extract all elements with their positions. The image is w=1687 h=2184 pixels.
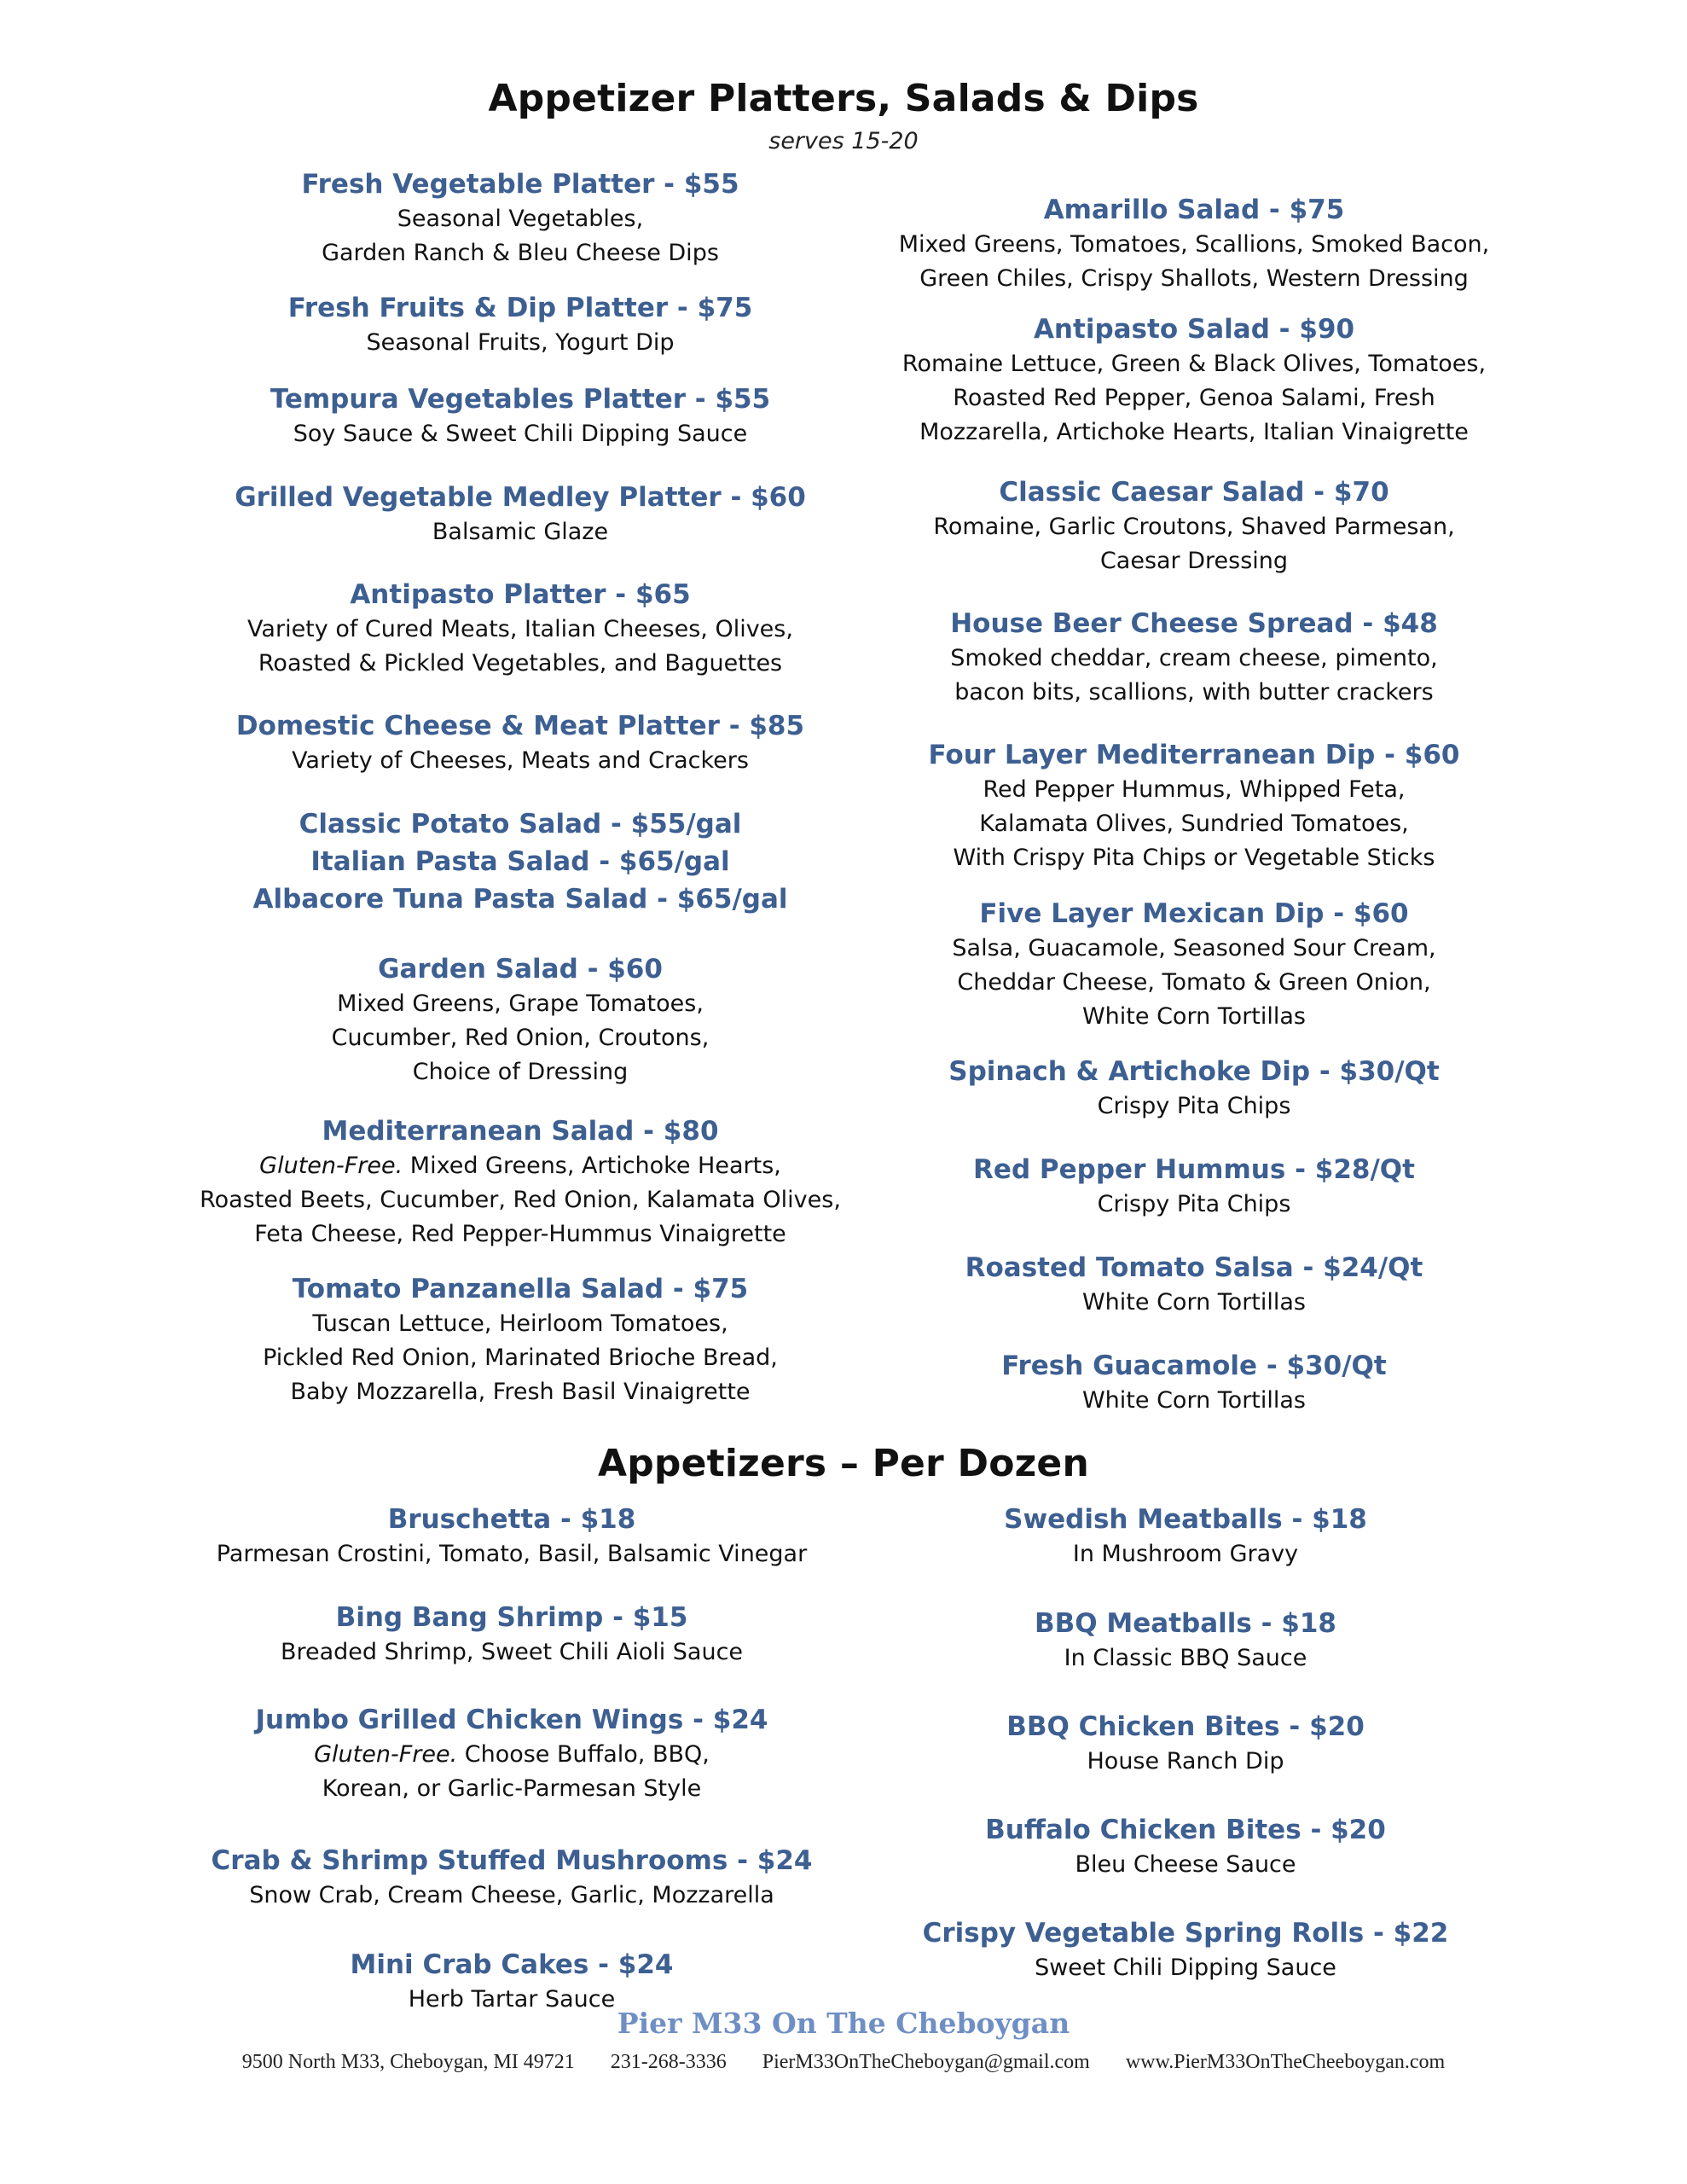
menu-item-description: Choice of Dressing [412, 1059, 629, 1085]
menu-item-name: BBQ Meatballs - $18 [1035, 1608, 1336, 1639]
menu-item-name: Amarillo Salad - $75 [1043, 195, 1345, 225]
menu-item-description: Seasonal Vegetables, [397, 206, 644, 232]
email-link[interactable]: PierM33OnTheCheboygan@gmail.com [762, 2051, 1090, 2073]
menu-item-description: White Corn Tortillas [1081, 1387, 1306, 1414]
menu-item-description: Cucumber, Red Onion, Croutons, [331, 1025, 710, 1051]
menu-item-description: Caesar Dressing [1099, 548, 1289, 574]
menu-item-name: Fresh Fruits & Dip Platter - $75 [287, 293, 753, 323]
website-link[interactable]: www.PierM33OnTheCheeboygan.com [1125, 2051, 1446, 2073]
menu-item-name: Fresh Guacamole - $30/Qt [1001, 1350, 1387, 1381]
menu-item-description: Tuscan Lettuce, Heirloom Tomatoes, [312, 1310, 728, 1337]
menu-item-name: House Beer Cheese Spread - $48 [950, 608, 1438, 639]
menu-item [171, 1502, 853, 1571]
menu-item-name: Tomato Panzanella Salad - $75 [292, 1274, 749, 1304]
menu-item-name: BBQ Chicken Bites - $20 [1006, 1711, 1365, 1742]
menu-item-name: Bing Bang Shrimp - $15 [335, 1602, 688, 1633]
menu-item-description: White Corn Tortillas [1081, 1003, 1306, 1030]
menu-item [171, 1600, 853, 1670]
per-dozen-left-column [171, 0, 853, 2048]
menu-item-description: Kalamata Olives, Sundried Tomatoes, [979, 810, 1409, 837]
menu-item-name: Mediterranean Salad - $80 [322, 1116, 719, 1147]
description-text: Choose Buffalo, BBQ, [457, 1741, 710, 1768]
menu-item-description: Cheddar Cheese, Tomato & Green Onion, [957, 969, 1431, 996]
menu-item-name: Crab & Shrimp Stuffed Mushrooms - $24 [211, 1845, 813, 1876]
menu-item-description: Herb Tartar Sauce [408, 1986, 616, 2013]
menu-item-name: Tempura Vegetables Platter - $55 [270, 384, 771, 415]
menu-item-description: Romaine Lettuce, Green & Black Olives, Tomatoes, [901, 351, 1487, 377]
phone: 231-268-3336 [610, 2051, 727, 2073]
menu-item-description: Feta Cheese, Red Pepper-Hummus Vinaigrette [254, 1221, 786, 1247]
menu-item-description: Red Pepper Hummus, Whipped Feta, [983, 776, 1406, 803]
menu-item [844, 1709, 1527, 1779]
menu-item-name: Spinach & Artichoke Dip - $30/Qt [948, 1056, 1440, 1087]
menu-item-description: House Ranch Dip [1087, 1748, 1284, 1774]
menu-item-description: Roasted Red Pepper, Genoa Salami, Fresh [953, 385, 1435, 411]
menu-item-description: Roasted Beets, Cucumber, Red Onion, Kalamata Olives, [200, 1187, 841, 1213]
menu-item-name: Five Layer Mexican Dip - $60 [979, 898, 1409, 929]
menu-item-name: Crispy Vegetable Spring Rolls - $22 [922, 1918, 1449, 1949]
menu-item-name: Buffalo Chicken Bites - $20 [985, 1815, 1386, 1845]
menu-item-description: Balsamic Glaze [432, 519, 609, 545]
menu-item-description: White Corn Tortillas [1081, 1289, 1306, 1316]
menu-item-name: Garden Salad - $60 [378, 954, 663, 985]
menu-item-name: Swedish Meatballs - $18 [1004, 1504, 1367, 1535]
menu-item-description: Crispy Pita Chips [1097, 1093, 1291, 1119]
menu-item-name: Bruschetta - $18 [387, 1504, 636, 1535]
menu-item-description: Soy Sauce & Sweet Chili Dipping Sauce [293, 421, 748, 447]
menu-item-description: Romaine, Garlic Croutons, Shaved Parmesan, [933, 514, 1455, 540]
menu-item-name: Grilled Vegetable Medley Platter - $60 [235, 482, 806, 513]
menu-item-name: Albacore Tuna Pasta Salad - $65/gal [252, 884, 788, 915]
menu-item-description: Green Chiles, Crispy Shallots, Western Dressing [919, 265, 1469, 292]
menu-item-description: Baby Mozzarella, Fresh Basil Vinaigrette [290, 1379, 751, 1405]
menu-item [844, 1502, 1527, 1571]
contact-info [0, 2051, 1687, 2074]
menu-item-description: Pickled Red Onion, Marinated Brioche Bread, [263, 1345, 778, 1371]
menu-item-name: Domestic Cheese & Meat Platter - $85 [235, 711, 805, 741]
menu-item-description: bacon bits, scallions, with butter crackers [954, 679, 1434, 706]
menu-item-name: Mini Crab Cakes - $24 [350, 1949, 674, 1980]
menu-item-description: In Classic BBQ Sauce [1064, 1645, 1307, 1671]
menu-item-description: Parmesan Crostini, Tomato, Basil, Balsamic Vinegar [216, 1541, 808, 1567]
description-text: Mixed Greens, Artichoke Hearts, [403, 1153, 781, 1179]
menu-item-description [171, 1738, 853, 1772]
menu-item-name: Jumbo Grilled Chicken Wings - $24 [255, 1705, 768, 1735]
menu-item-name: Fresh Vegetable Platter - $55 [301, 169, 739, 200]
menu-item-name: Antipasto Salad - $90 [1033, 314, 1355, 345]
menu-item-name: Italian Pasta Salad - $65/gal [310, 846, 730, 877]
menu-item-description: Garden Ranch & Bleu Cheese Dips [322, 240, 719, 266]
menu-item-description: Sweet Chili Dipping Sauce [1035, 1955, 1336, 1981]
menu-item [844, 1606, 1527, 1676]
menu-item-description: Salsa, Guacamole, Seasoned Sour Cream, [952, 935, 1436, 961]
menu-item-description: Roasted & Pickled Vegetables, and Baguettes [258, 650, 783, 677]
menu-item-description: Variety of Cheeses, Meats and Crackers [292, 747, 749, 774]
menu-item-description: Smoked cheddar, cream cheese, pimento, [950, 645, 1438, 671]
menu-item [171, 1843, 853, 1913]
gluten-free-note: Gluten-Free. [314, 1741, 458, 1768]
restaurant-name: Pier M33 On The Cheboygan [617, 2007, 1070, 2040]
menu-item [171, 1702, 853, 1806]
menu-item-name: Four Layer Mediterranean Dip - $60 [928, 740, 1460, 770]
menu-item-description: Seasonal Fruits, Yogurt Dip [366, 329, 675, 356]
menu-item-description: Variety of Cured Meats, Italian Cheeses, Olives, [247, 616, 793, 642]
menu-item-description: Mixed Greens, Tomatoes, Scallions, Smoked Bacon, [898, 231, 1490, 258]
menu-item-name: Red Pepper Hummus - $28/Qt [973, 1154, 1415, 1185]
menu-item-name: Classic Caesar Salad - $70 [999, 477, 1389, 508]
per-dozen-right-column [844, 0, 1527, 2048]
gluten-free-note: Gluten-Free. [259, 1153, 403, 1179]
menu-item-description: Mozzarella, Artichoke Hearts, Italian Vinaigrette [919, 419, 1469, 445]
menu-item-name: Antipasto Platter - $65 [350, 579, 691, 610]
section-title-per-dozen: Appetizers – Per Dozen [597, 1442, 1089, 1485]
menu-item-description: Korean, or Garlic-Parmesan Style [322, 1775, 702, 1802]
menu-item-description: Snow Crab, Cream Cheese, Garlic, Mozzarella [249, 1882, 774, 1908]
menu-item-name: Roasted Tomato Salsa - $24/Qt [965, 1252, 1423, 1283]
menu-item-description: In Mushroom Gravy [1072, 1541, 1299, 1567]
menu-item-description: Crispy Pita Chips [1097, 1191, 1291, 1217]
address: 9500 North M33, Cheboygan, MI 49721 [241, 2051, 575, 2073]
menu-item-description: With Crispy Pita Chips or Vegetable Sticks [953, 845, 1435, 871]
serves-note: serves 15-20 [768, 128, 919, 154]
section-title-platters: Appetizer Platters, Salads & Dips [488, 77, 1199, 120]
menu-item-description: Bleu Cheese Sauce [1075, 1851, 1296, 1878]
menu-item-name: Classic Potato Salad - $55/gal [299, 809, 742, 839]
menu-item [844, 1812, 1527, 1882]
menu-item [844, 1915, 1527, 1985]
menu-item-description: Breaded Shrimp, Sweet Chili Aioli Sauce [280, 1639, 744, 1665]
menu-item-description: Mixed Greens, Grape Tomatoes, [337, 990, 704, 1017]
